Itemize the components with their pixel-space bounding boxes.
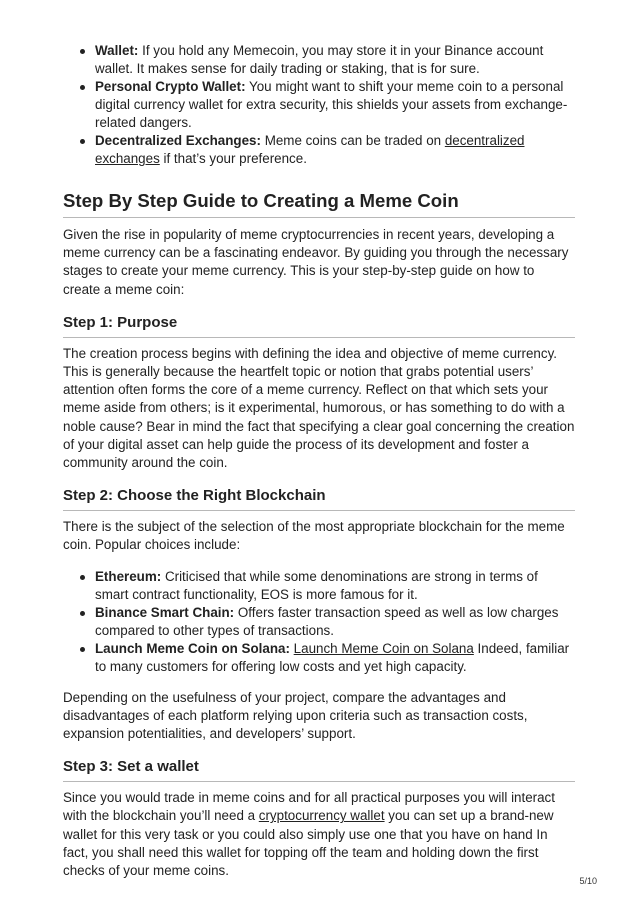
list-item-text: Criticised that while some denominations are strong in terms of smart contract functionality, EOS is more famous for it.: [95, 568, 538, 602]
decentralized-exchanges-link[interactable]: decentralized exchanges: [95, 133, 525, 166]
list-item-term: Personal Crypto Wallet:: [95, 79, 246, 94]
step3-paragraph: [63, 789, 575, 880]
list-item: [63, 132, 575, 168]
list-item-text: Meme coins can be traded on: [260, 133, 445, 148]
list-item-text: If you hold any Memecoin, you may store it in your Binance account wallet. It makes sense for daily trading or staking, that is for sure.: [95, 43, 544, 76]
list-item: [63, 604, 575, 640]
list-item: [63, 640, 575, 676]
section-heading-guide: Step By Step Guide to Creating a Meme Coin: [63, 189, 575, 218]
list-item-term: Wallet:: [95, 43, 139, 58]
step1-heading: Step 1: Purpose: [63, 313, 575, 338]
step2-outro-paragraph: Depending on the usefulness of your project, compare the advantages and disadvantages of each platform relying upon criteria such as transaction costs, expansion potentialities, and developers’ support.: [63, 689, 528, 742]
step2-intro-paragraph: There is the subject of the selection of the most appropriate blockchain for the meme coin. Popular choices include:: [63, 519, 565, 553]
step2-heading: Step 2: Choose the Right Blockchain: [63, 486, 575, 511]
list-item-term: Launch Meme Coin on Solana:: [95, 640, 290, 656]
list-item-text: You might want to shift your meme coin to a personal digital currency wallet for extra security, this shields your assets from exchange-related dangers.: [95, 79, 568, 130]
page-number: 5/10: [579, 876, 597, 886]
step3-text-after: you can set up a brand-new wallet for this very task or you could also simply use one that you have on hand In fact, you shall need this wallet for topping off the team and holding down the first checks of your meme coins.: [63, 808, 554, 879]
wallet-options-list: [63, 42, 575, 168]
list-item-term: Binance Smart Chain:: [95, 604, 235, 620]
list-item: [63, 42, 575, 78]
blockchain-options-list: [63, 568, 575, 676]
list-item-term: Ethereum:: [95, 568, 162, 584]
list-item-term: Decentralized Exchanges:: [95, 133, 261, 148]
step3-text-before: Since you would trade in meme coins and for all practical purposes you will interact with the blockchain you’ll need a: [63, 790, 555, 824]
step1-paragraph: The creation process begins with defining the idea and objective of meme currency. This is generally because the heartfelt topic or notion that grabs potential users’ attention often forms the core of a meme currency. Reflect on that which sets your meme aside from others; is it experimental, humorous, or has something to do with a noble cause? Bear in mind the fact that specifying a clear goal concerning the creation of your digital asset can help guide the process of its development and foster a community around the coin.: [63, 345, 575, 471]
list-item: [63, 568, 575, 604]
list-item-text-after: Indeed, familiar to many customers for offering low costs and yet high capacity.: [95, 640, 570, 674]
guide-intro-paragraph: Given the rise in popularity of meme cryptocurrencies in recent years, developing a meme currency can be a fascinating endeavor. By guiding you through the necessary stages to create your meme currency. This is your step-by-step guide on how to create a meme coin:: [63, 227, 569, 297]
cryptocurrency-wallet-link[interactable]: cryptocurrency wallet: [258, 808, 385, 824]
list-item-text: Offers faster transaction speed as well as low charges compared to other types of transactions.: [95, 604, 559, 638]
document-page: [63, 40, 575, 880]
list-item: [63, 78, 575, 132]
launch-meme-coin-solana-link[interactable]: Launch Meme Coin on Solana: [293, 640, 474, 656]
list-item-text-after: if that’s your preference.: [159, 151, 307, 166]
step3-heading: Step 3: Set a wallet: [63, 757, 575, 782]
